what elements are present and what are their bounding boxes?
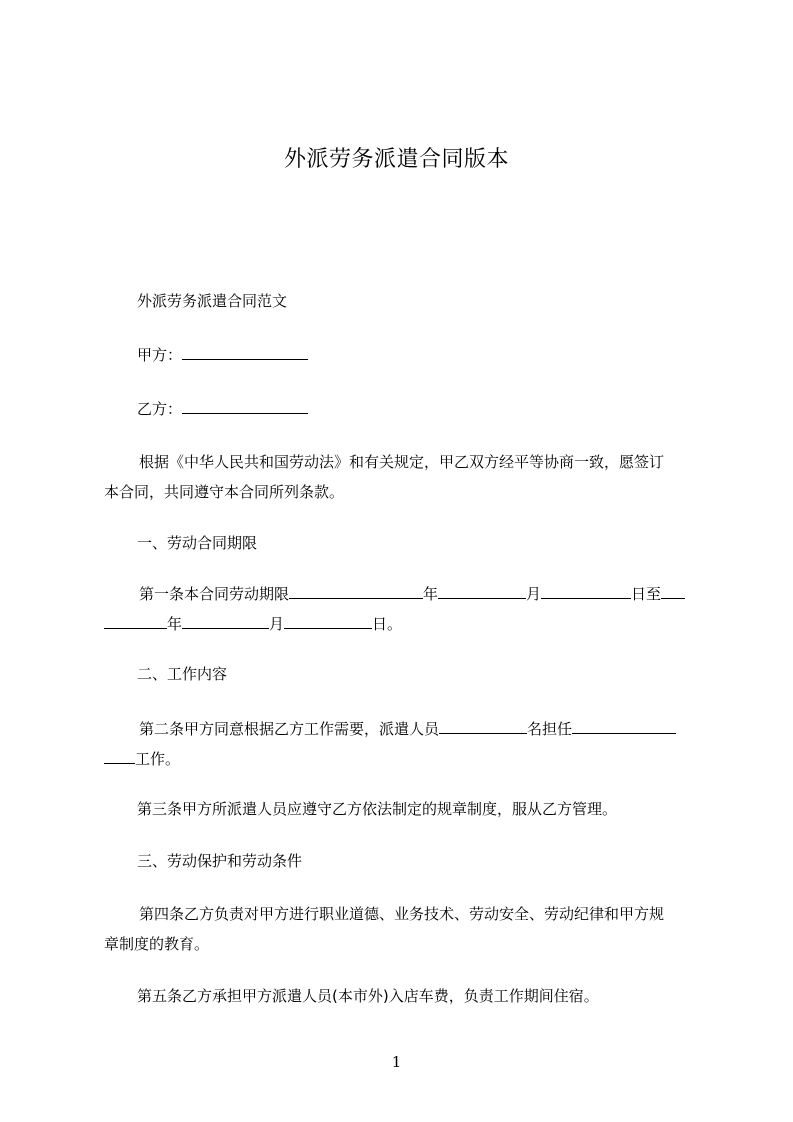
- article-1-line-2: [104, 609, 704, 639]
- party-a-blank: [182, 343, 308, 360]
- section-3-heading: 三、劳动保护和劳动条件: [137, 852, 303, 870]
- article-3: 第三条甲方所派遣人员应遵守乙方依法制定的规章制度，服从乙方管理。: [137, 800, 618, 818]
- article-1-blank-day: [541, 582, 631, 599]
- article-2-blank-count: [439, 717, 527, 734]
- article-1-blank-end-day: [284, 612, 372, 629]
- article-2-blank-job-a: [572, 717, 676, 734]
- article-1-month: 月: [526, 585, 542, 603]
- document-subtitle: 外派劳务派遣合同范文: [137, 292, 288, 310]
- article-2-blank-job-b: [104, 747, 135, 764]
- document-title: 外派劳务派遣合同版本: [283, 147, 509, 172]
- article-1-year: 年: [423, 585, 439, 603]
- article-1-blank-end-month: [182, 612, 269, 629]
- article-1-line-2-month: 月: [269, 615, 285, 633]
- article-2-line-2-end: 工作。: [135, 750, 181, 768]
- article-1-day-to: 日至: [631, 585, 662, 603]
- article-2-text: 第二条甲方同意根据乙方工作需要，派遣人员: [139, 720, 440, 738]
- article-1-blank-end-year-b: [104, 612, 167, 629]
- article-1-line-2-day: 日。: [372, 615, 403, 633]
- intro-line-1: 根据《中华人民共和国劳动法》和有关规定，甲乙双方经平等协商一致，愿签订: [139, 453, 665, 471]
- article-4-line-1: 第四条乙方负责对甲方进行职业道德、业务技术、劳动安全、劳动纪律和甲方规: [139, 905, 665, 923]
- section-1-heading: 一、劳动合同期限: [137, 534, 258, 552]
- article-1-blank-month: [438, 582, 526, 599]
- party-a-line: [104, 340, 737, 370]
- article-2-line-1: [104, 714, 739, 744]
- party-a-label: 甲方：: [137, 346, 183, 364]
- page-number: 1: [391, 1053, 402, 1071]
- article-2-text-2: 名担任: [527, 720, 573, 738]
- party-b-line: [104, 394, 737, 424]
- article-1-line-1: [104, 579, 739, 609]
- intro-line-2: 本合同，共同遵守本合同所列条款。: [104, 483, 345, 501]
- article-2-line-2: [104, 744, 704, 774]
- party-b-blank: [182, 397, 308, 414]
- article-5: 第五条乙方承担甲方派遣人员(本市外)入店车费，负责工作期间住宿。: [137, 987, 599, 1005]
- party-b-label: 乙方：: [137, 400, 183, 418]
- article-4-line-2: 章制度的教育。: [104, 935, 210, 953]
- article-1-blank-end-year-a: [661, 582, 685, 599]
- article-1-blank-period: [289, 582, 423, 599]
- section-2-heading: 二、工作内容: [137, 665, 228, 683]
- article-1-text: 第一条本合同劳动期限: [139, 585, 290, 603]
- article-1-line-2-year: 年: [167, 615, 183, 633]
